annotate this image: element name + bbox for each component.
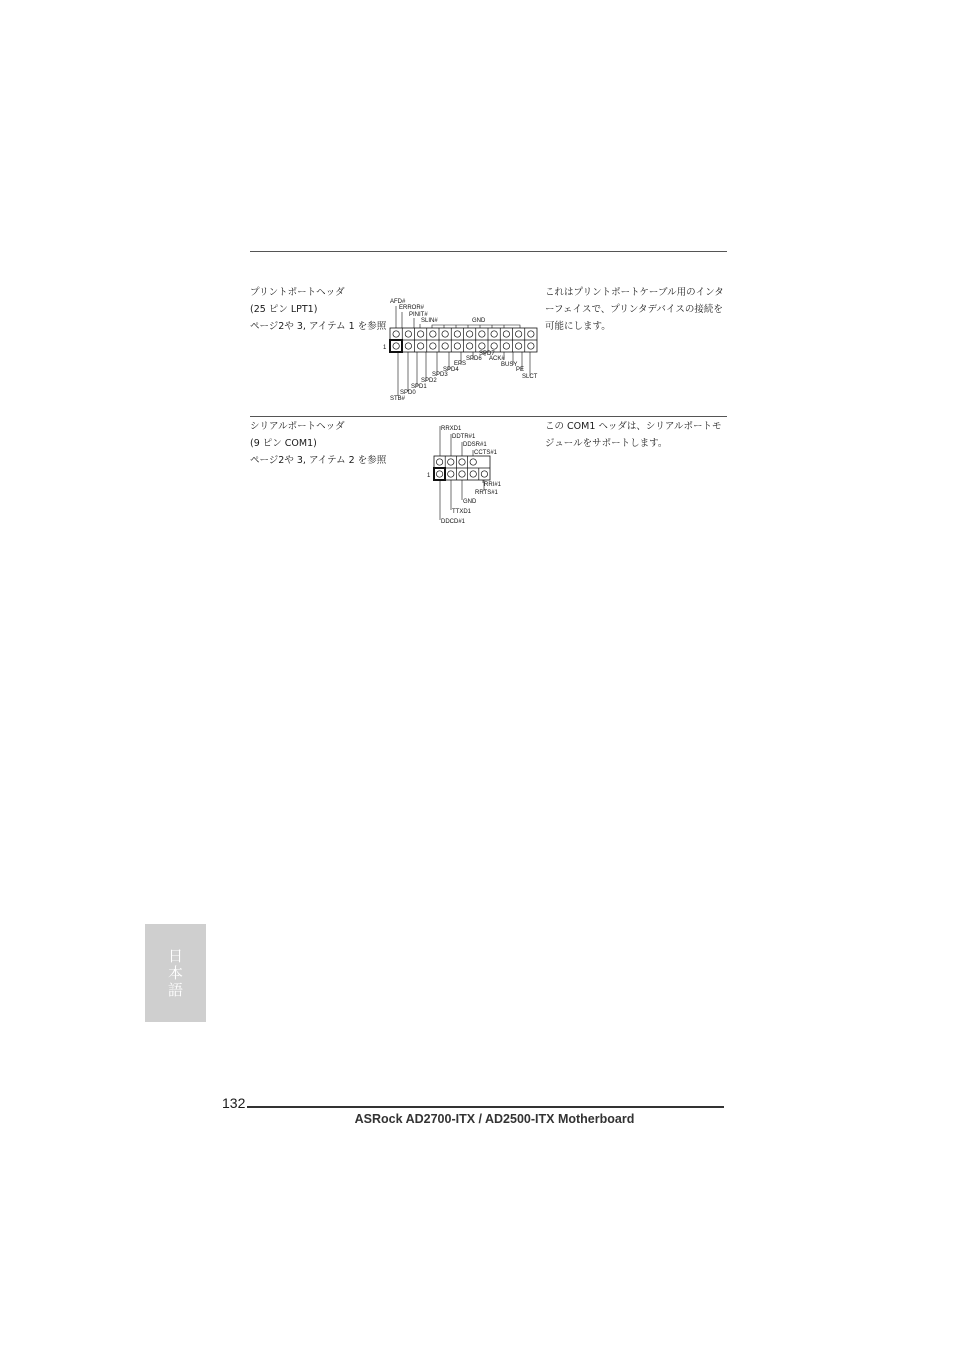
com-pin [436, 459, 442, 465]
lpt-pin [430, 331, 436, 337]
com-label-ddcd1: DDCD#1 [441, 519, 466, 525]
com-description: この COM1 ヘッダは、シリアルポートモジュールをサポートします。 [545, 421, 722, 449]
com-section-title: シリアルポートヘッダ [250, 421, 345, 432]
com-section-ref: ページ2や 3, アイテム 2 を参照 [250, 455, 387, 466]
lpt-label-spd3: SPD3 [432, 372, 448, 378]
lpt-pin [528, 343, 534, 349]
lpt-label-ack: ACK# [489, 356, 505, 362]
lpt-label-pe: PE [516, 367, 525, 373]
lpt-pin [479, 331, 485, 337]
com-label-ccts1: CCTS#1 [474, 450, 498, 456]
lpt-pin [442, 331, 448, 337]
com-label-rrxd1: RRXD1 [441, 426, 462, 432]
lpt-pin [393, 343, 399, 349]
com-pin-grid [434, 456, 490, 480]
lpt-pin [528, 331, 534, 337]
lpt-label-spd1: SPD1 [411, 384, 427, 390]
lpt-label-slct: SLCT [522, 374, 538, 380]
footer-rule [247, 1106, 724, 1108]
lpt-label-spd6: SPD6 [466, 356, 482, 362]
lpt-section-ref: ページ2や 3, アイテム 1 を参照 [250, 321, 387, 332]
lpt-pin [466, 331, 472, 337]
com-label-gnd: GND [463, 499, 477, 505]
lpt-label-gnd: GND [472, 318, 486, 324]
com-pin [448, 459, 454, 465]
language-side-tab [145, 924, 206, 1022]
page-number: 132 [222, 1095, 246, 1111]
lpt-pin [479, 343, 485, 349]
lpt-pin [454, 331, 460, 337]
lpt-label-spd2: SPD2 [421, 378, 437, 384]
lpt-label-stb: STB# [390, 396, 406, 402]
com-header-diagram [420, 420, 520, 526]
com-pin [448, 471, 454, 477]
lpt-pin-1-label: 1 [383, 345, 387, 351]
lpt-pin [491, 343, 497, 349]
lpt-pin [417, 343, 423, 349]
lpt-pin [417, 331, 423, 337]
com-pin [459, 471, 465, 477]
lpt-pin [503, 331, 509, 337]
com-pin-1-label: 1 [427, 473, 431, 479]
lpt-label-eps: EPS [454, 361, 467, 367]
section-divider [250, 416, 727, 417]
lpt-label-pinit: PINIT# [409, 312, 428, 318]
lpt-label-error: ERROR# [399, 305, 425, 311]
lpt-section-title: プリントポートヘッダ [250, 287, 345, 298]
com-label-rri1: RRI#1 [484, 482, 502, 488]
footer-title: ASRock AD2700-ITX / AD2500-ITX Motherboard [354, 1112, 635, 1126]
lpt-pin [405, 331, 411, 337]
lpt-pin [393, 331, 399, 337]
lpt-pin [430, 343, 436, 349]
lpt-pin [405, 343, 411, 349]
com-label-rrts1: RRTS#1 [475, 490, 498, 496]
com-pin [470, 459, 476, 465]
lpt-label-spd4: SPD4 [443, 367, 459, 373]
com-section-subtitle: (9 ピン COM1) [250, 438, 317, 449]
lpt-label-afd: AFD# [390, 299, 406, 305]
com-pin [459, 459, 465, 465]
lpt-pin [515, 343, 521, 349]
com-label-ddtr1: DDTR#1 [452, 434, 476, 440]
com-pin [481, 471, 487, 477]
com-label-ttxd1: TTXD1 [452, 509, 472, 515]
language-tab-label: 日本語 [166, 947, 184, 999]
lpt-label-busy: BUSY [501, 362, 518, 368]
lpt-pin [454, 343, 460, 349]
lpt-pin [515, 331, 521, 337]
lpt-pin [442, 343, 448, 349]
lpt-label-slin: SLIN# [421, 318, 438, 324]
lpt-label-spd7: SPD7 [479, 351, 495, 357]
lpt-header-diagram [380, 294, 545, 406]
lpt-description: これはプリントポートケーブル用のインターフェイスで、プリンタデバイスの接続を可能にします。 [545, 287, 724, 332]
lpt-section-subtitle: (25 ピン LPT1) [250, 304, 318, 315]
lpt-pin [491, 331, 497, 337]
com-label-ddsr1: DDSR#1 [463, 442, 487, 448]
lpt-label-spd0: SPD0 [400, 390, 416, 396]
lpt-pin [503, 343, 509, 349]
com-pin [470, 471, 476, 477]
top-rule [250, 251, 727, 252]
lpt-pin [466, 343, 472, 349]
com-pin [436, 471, 442, 477]
